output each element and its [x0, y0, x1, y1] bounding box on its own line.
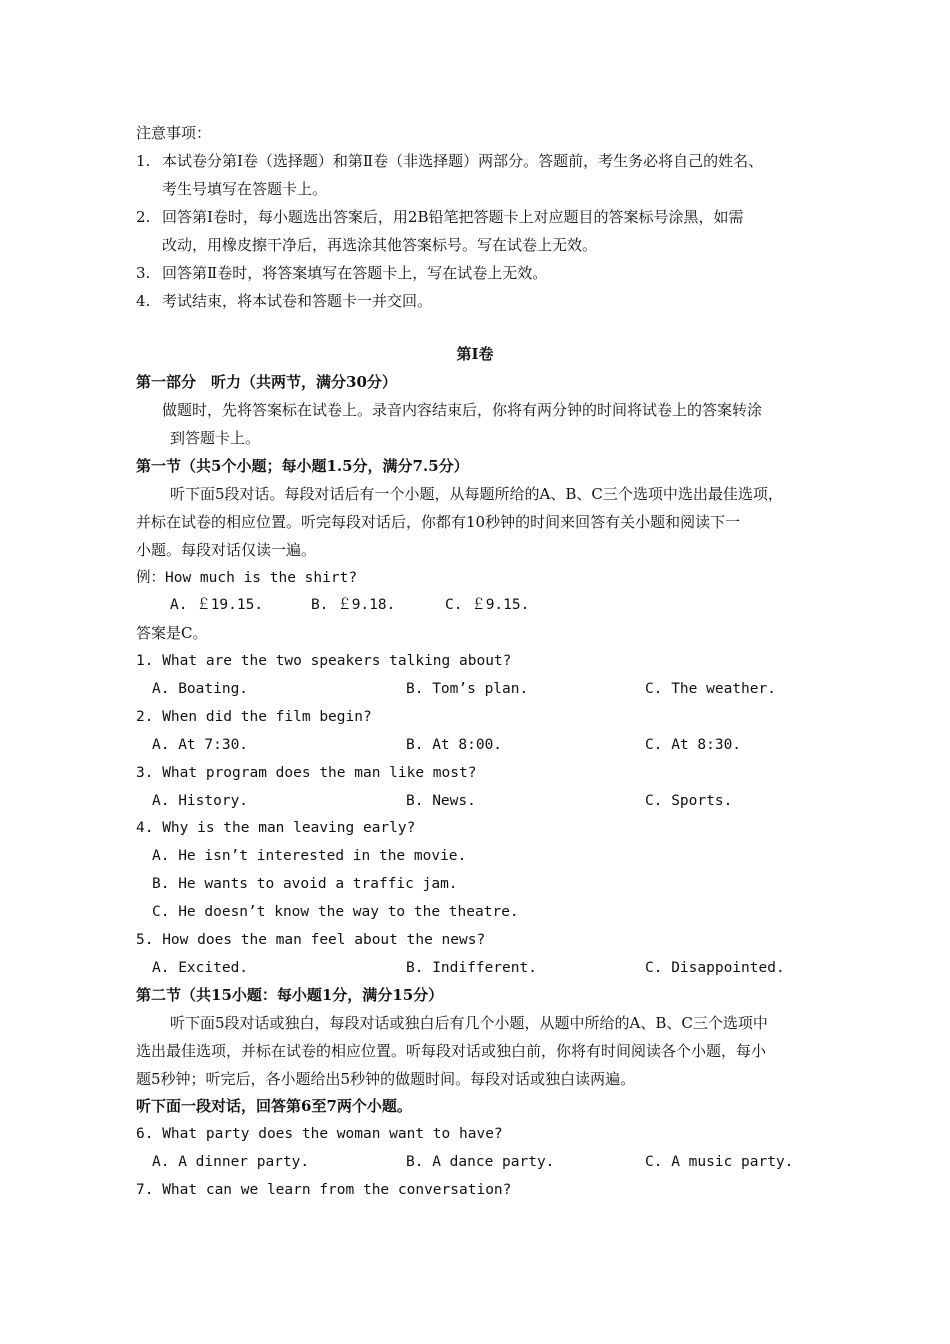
example-answer: 答案是C。 — [136, 624, 208, 642]
question-2: 2. When did the film begin? — [136, 709, 372, 725]
notice-item-2-text: 回答第Ⅰ卷时，每小题选出答案后，用2B铅笔把答题卡上对应题目的答案标号涂黑，如需 — [162, 208, 744, 226]
section2-title: 第二节（共15小题：每小题1分，满分15分） — [136, 986, 444, 1004]
question-6-option-a: A. A dinner party. — [152, 1154, 310, 1170]
notice-heading: 注意事项： — [136, 124, 212, 142]
question-1-option-a: A. Boating. — [152, 681, 249, 697]
section1-title: 第一节（共5个小题；每小题1.5分，满分7.5分） — [136, 457, 469, 475]
notice-item-1-text: 本试卷分第Ⅰ卷（选择题）和第Ⅱ卷（非选择题）两部分。答题前，考生务必将自己的姓名、 — [162, 152, 764, 170]
question-3: 3. What program does the man like most? — [136, 765, 477, 781]
question-2-option-c: C. At 8:30. — [645, 737, 742, 753]
question-4-option-b: B. He wants to avoid a traffic jam. — [152, 876, 458, 892]
notice-item-3-text: 回答第Ⅱ卷时，将答案填写在答题卡上，写在试卷上无效。 — [162, 264, 548, 282]
question-6: 6. What party does the woman want to have? — [136, 1126, 503, 1142]
question-3-option-c: C. Sports. — [645, 793, 733, 809]
question-2-option-a: A. At 7:30. — [152, 737, 249, 753]
section2-intro-line-3: 题5秒钟；听完后，各小题给出5秒钟的做题时间。每段对话或独白读两遍。 — [136, 1070, 636, 1088]
question-5-option-a: A. Excited. — [152, 960, 249, 976]
question-3-option-a: A. History. — [152, 793, 249, 809]
notice-item-2-text-cont: 改动，用橡皮擦干净后，再选涂其他答案标号。写在试卷上无效。 — [162, 236, 598, 254]
question-5-option-c: C. Disappointed. — [645, 960, 785, 976]
section2-intro-line-1: 听下面5段对话或独白，每段对话或独白后有几个小题，从题中所给的A、B、C三个选项中 — [170, 1014, 768, 1032]
question-1-option-b: B. Tom’s plan. — [406, 681, 529, 697]
question-6-option-b: B. A dance party. — [406, 1154, 555, 1170]
section2-intro-line-2: 选出最佳选项，并标在试卷的相应位置。听每段对话或独白前，你将有时间阅读各个小题，每小 — [136, 1042, 767, 1060]
question-5: 5. How does the man feel about the news? — [136, 932, 486, 948]
part1-intro-cont: 到答题卡上。 — [170, 429, 261, 447]
volume-title: 第Ⅰ卷 — [456, 345, 494, 363]
example-question: 例：How much is the shirt? — [136, 570, 358, 586]
question-4-option-c: C. He doesn’t know the way to the theatre. — [152, 904, 519, 920]
section1-intro-line-3: 小题。每段对话仅读一遍。 — [136, 541, 317, 559]
question-4-option-a: A. He isn’t interested in the movie. — [152, 848, 467, 864]
example-option-b: B. ￡9.18. — [311, 597, 396, 613]
part1-intro: 做题时，先将答案标在试卷上。录音内容结束后，你将有两分钟的时间将试卷上的答案转涂 — [162, 401, 763, 419]
question-7: 7. What can we learn from the conversation? — [136, 1182, 512, 1198]
question-5-option-b: B. Indifferent. — [406, 960, 537, 976]
example-option-c: C. ￡9.15. — [445, 597, 530, 613]
notice-item-4-text: 考试结束，将本试卷和答题卡一并交回。 — [162, 292, 433, 310]
question-2-option-b: B. At 8:00. — [406, 737, 503, 753]
question-3-option-b: B. News. — [406, 793, 476, 809]
question-1-option-c: C. The weather. — [645, 681, 776, 697]
question-4: 4. Why is the man leaving early? — [136, 820, 416, 836]
notice-item-1-num: 1. — [136, 152, 151, 170]
section2-group-title: 听下面一段对话，回答第6至7两个小题。 — [136, 1097, 412, 1115]
notice-item-4-num: 4. — [136, 292, 151, 310]
section1-intro-line-2: 并标在试卷的相应位置。听完每段对话后，你都有10秒钟的时间来回答有关小题和阅读下一 — [136, 513, 741, 531]
section1-intro-line-1: 听下面5段对话。每段对话后有一个小题，从每题所给的A、B、C三个选项中选出最佳选项， — [170, 485, 783, 503]
notice-item-2-num: 2. — [136, 208, 151, 226]
question-6-option-c: C. A music party. — [645, 1154, 794, 1170]
notice-item-1-text-cont: 考生号填写在答题卡上。 — [162, 180, 328, 198]
notice-item-3-num: 3. — [136, 264, 151, 282]
part1-title: 第一部分 听力（共两节，满分30分） — [136, 373, 397, 391]
question-1: 1. What are the two speakers talking about? — [136, 653, 512, 669]
example-option-a: A. ￡19.15. — [170, 597, 264, 613]
